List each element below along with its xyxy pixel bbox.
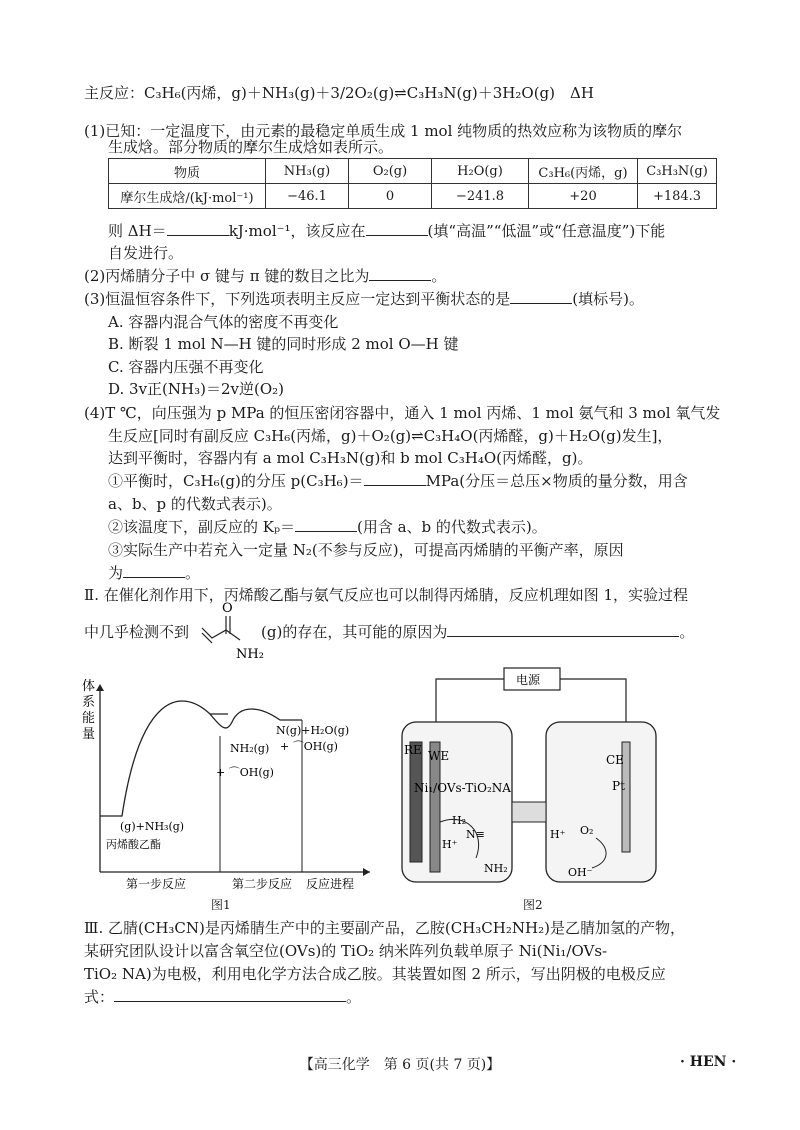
o2-label: O₂ [580,824,594,837]
q1-line4: 自发进行。 [108,244,184,262]
q2-text: (2)丙烯腈分子中 σ 键与 π 键的数目之比为 [84,267,370,285]
part2-end: 。 [679,623,695,641]
q4-sub3: ③实际生产中若充入一定量 N₂(不参与反应)，可提高丙烯腈的平衡产率，原因 [108,541,624,559]
table-cell: 0 [349,184,432,209]
q3-text: (3)恒温恒容条件下，下列选项表明主反应一定达到平衡状态的是 [84,290,511,308]
part3-label: 式： [84,988,115,1006]
q1-line1: (1)已知：一定温度下，由元素的最稳定单质生成 1 mol 纯物质的热效应称为该物质的摩尔 [84,122,683,140]
part3-end: 。 [346,988,362,1006]
we-label: WE [428,749,450,763]
answer-blank[interactable] [447,622,679,637]
y-axis-label: 体 [82,679,96,694]
table-cell: O₂(g) [349,159,432,184]
figure2-caption: 图2 [523,898,543,912]
nitrile-label: N≡ [466,828,485,841]
part2-line2 [84,621,694,643]
reactant-formula: (g)+NH₃(g) [120,820,185,833]
part3-line3: TiO₂ NA)为电极，利用电化学方法合成乙胺。其装置如图 2 所示，写出阴极的电极反应 [84,965,666,983]
q1-hint: (填“高温”“低温”或“任意温度”)下能 [427,222,666,240]
q4-sub1 [108,470,688,492]
q3-option-b: B. 断裂 1 mol N—H 键的同时形成 2 mol O—H 键 [108,335,459,353]
table-cell: C₃H₆(丙烯，g) [529,159,638,184]
q4-sub1-hint: MPa(分压＝总压×物质的量分数，用含 [425,472,688,490]
table-header-row [109,159,717,184]
amine-product-label: NH₂ [484,862,508,875]
amine-label: NH₂ [236,647,264,662]
q4-sub3-end: 。 [185,564,201,582]
q4-line1: (4)T ℃，向压强为 p MPa 的恒压密闭容器中，通入 1 mol 丙烯、1 mol 氨气和 3 mol 氧气发 [84,404,721,422]
part2-text: 中几乎检测不到 [84,623,190,641]
part2-text2: (g)的存在，其可能的原因为 [261,623,448,641]
intermediate-alcohol: + ⌒OH(g) [216,766,274,779]
part3-line4 [84,986,361,1008]
q4-sub1-cont: a、b、p 的代数式表示)。 [108,495,282,513]
cathode-hplus-label: H⁺ [442,838,458,851]
re-label: RE [404,743,422,757]
q4-sub3-cont [108,562,200,584]
footer-code: · HEN · [680,1054,737,1070]
oxygen-label: O [222,601,233,616]
table-cell: 物质 [109,159,266,184]
q3 [84,288,644,310]
figure1-energy-diagram [80,676,380,898]
ce-label: CE [606,753,624,767]
cathode-material-label: Ni₁/OVs-TiO₂NA [414,781,511,795]
q3-option-d: D. 3v正(NH₃)＝2v逆(O₂) [108,380,285,398]
table-cell: NH₃(g) [266,159,349,184]
intermediate-label: NH₂(g) [230,742,270,755]
membrane-bridge [512,802,546,822]
main-reaction: 主反应：C₃H₆(丙烯，g)＋NH₃(g)＋3/2O₂(g)⇌C₃H₃N(g)＋3H₂O(g) ΔH [84,84,594,102]
table-cell: +184.3 [638,184,717,209]
enthalpy-table [108,158,717,209]
x-label-progress: 反应进程 [306,877,355,891]
answer-blank[interactable] [369,266,431,281]
table-cell: 摩尔生成焓/(kJ·mol⁻¹) [109,184,266,209]
table-cell: C₃H₃N(g) [638,159,717,184]
answer-blank[interactable] [123,563,185,578]
answer-blank[interactable] [366,221,428,236]
answer-blank[interactable] [295,517,357,532]
page-footer: 【高三化学 第 6 页(共 7 页)】 [299,1057,501,1073]
table-cell: −46.1 [266,184,349,209]
power-source-label: 电源 [516,673,541,687]
table-cell: −241.8 [432,184,529,209]
x-label-step1: 第一步反应 [126,877,187,891]
q2-end: 。 [431,267,447,285]
acrylamide-structure [196,600,276,664]
part3-line2: 某研究团队设计以富含氧空位(OVs)的 TiO₂ 纳米阵列负载单原子 Ni(Ni₁/OVs- [84,942,608,960]
q4-sub2-text: ②该温度下，副反应的 Kₚ＝ [108,518,295,536]
anode-hplus-label: H⁺ [550,828,566,841]
q4-line2: 生反应[同时有副反应 C₃H₆(丙烯，g)＋O₂(g)⇌C₃H₄O(丙烯醛，g)＋H₂O(g)发生]， [108,427,673,445]
q4-sub3-label: 为 [108,564,124,582]
answer-blank[interactable] [510,289,572,304]
y-axis-label: 能 [82,711,96,726]
answer-blank[interactable] [114,987,346,1002]
table-cell: +20 [529,184,638,209]
q4-line3: 达到平衡时，容器内有 a mol C₃H₃N(g)和 b mol C₃H₄O(丙烯醛，g)。 [108,449,593,467]
reactant-name: 丙烯酸乙酯 [106,838,161,851]
q3-end: (填标号)。 [572,290,644,308]
q1-line2: 生成焓。部分物质的摩尔生成焓如表所示。 [108,138,394,156]
h2-label: H₂ [452,814,467,827]
q1-line3 [108,220,665,242]
q2 [84,265,446,287]
y-axis-label: 系 [82,695,96,710]
q4-sub2-hint: (用含 a、b 的代数式表示)。 [356,518,547,536]
pt-label: Pt [612,779,625,793]
part3-line1: Ⅲ. 乙腈(CH₃CN)是丙烯腈生产中的主要副产品，乙胺(CH₃CH₂NH₂)是乙腈加氢的产物， [84,919,685,937]
answer-blank[interactable] [167,221,229,236]
anode-chamber [546,722,656,882]
q1-unit: kJ·mol⁻¹，该反应在 [228,222,366,240]
energy-curve [100,701,302,816]
table-cell: H₂O(g) [432,159,529,184]
product-label: N(g)+H₂O(g) [276,724,350,737]
q3-option-c: C. 容器内压强不再变化 [108,358,264,376]
y-axis-label: 量 [82,727,96,742]
hydroxide-label: OH⁻ [568,866,593,879]
figure1-caption: 图1 [211,898,231,912]
table-row [109,184,717,209]
product-alcohol: + ⌒OH(g) [280,740,338,753]
q3-option-a: A. 容器内混合气体的密度不再变化 [108,313,339,331]
q4-sub2 [108,516,547,538]
x-label-step2: 第二步反应 [232,877,293,891]
answer-blank[interactable] [364,471,426,486]
figure2-electrolysis-cell [396,662,696,898]
q1-dh-label: 则 ΔH＝ [108,222,167,240]
reference-electrode [410,742,422,862]
q4-sub1-text: ①平衡时，C₃H₆(g)的分压 p(C₃H₆)＝ [108,472,364,490]
part2-line1: Ⅱ. 在催化剂作用下，丙烯酸乙酯与氨气反应也可以制得丙烯腈，反应机理如图 1，实验过程 [84,586,689,604]
